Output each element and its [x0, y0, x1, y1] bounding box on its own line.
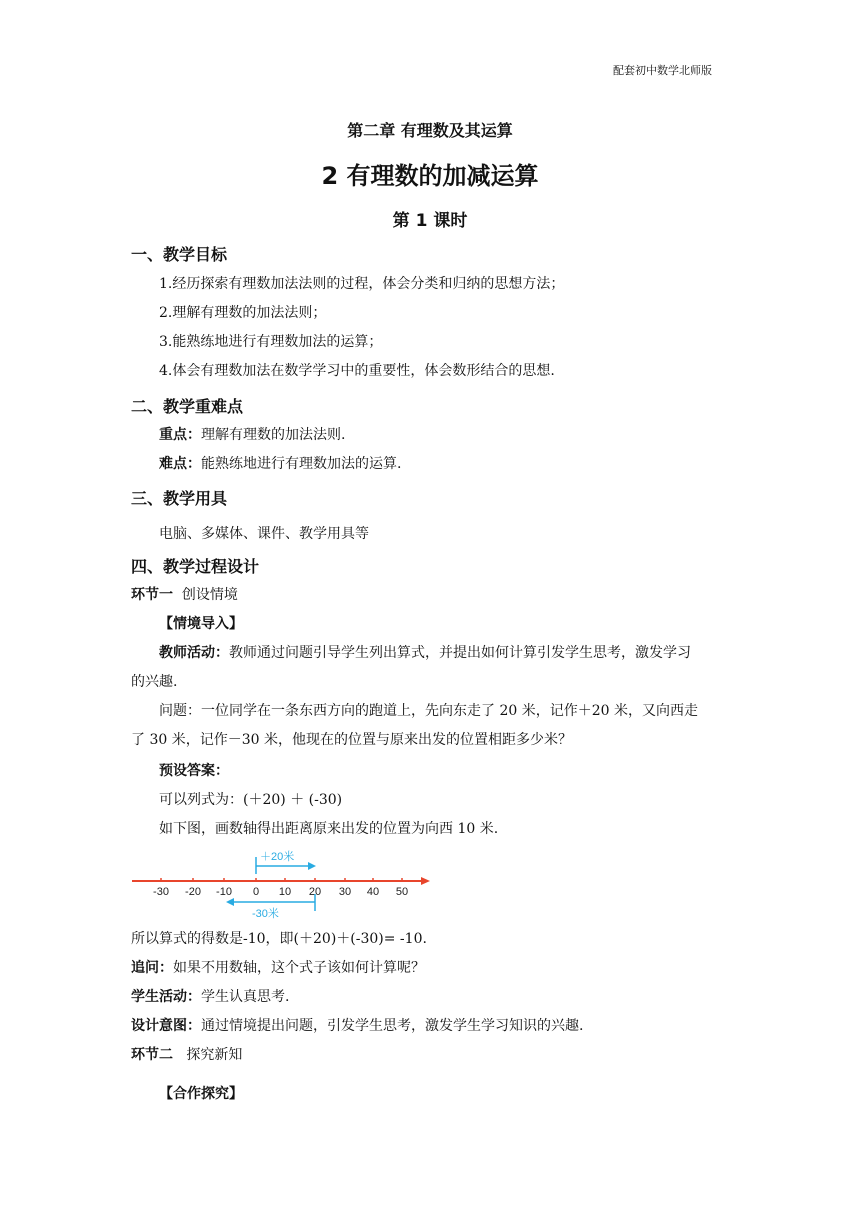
teacher-activity: [159, 643, 691, 663]
axis-tick-label: -30: [153, 886, 169, 898]
axis-tick-label: 30: [338, 886, 352, 898]
key-point: [159, 425, 345, 445]
answer-label: 预设答案：: [159, 763, 229, 779]
link-two-text: 探究新知: [186, 1047, 243, 1063]
axis-arrow-icon: [421, 877, 430, 885]
objective-item: 2.理解有理数的加法法则；: [159, 305, 327, 321]
difficult-point-text: 能熟练地进行有理数加法的运算.: [201, 456, 402, 472]
link-two-label: 环节二: [131, 1047, 173, 1063]
teacher-activity-label: 教师活动：: [159, 645, 229, 661]
student-activity-label: 学生活动：: [131, 989, 201, 1005]
key-point-label: 重点：: [159, 427, 201, 443]
section-objectives-heading: 一、教学目标: [131, 245, 228, 264]
followup-text: 如果不用数轴，这个式子该如何计算呢？: [173, 960, 425, 976]
student-activity: [131, 987, 289, 1007]
bottom-arrow-head: [226, 898, 234, 906]
link-one-text: 创设情境: [181, 587, 238, 603]
top-arrow-label: ＋20米: [260, 851, 295, 863]
top-arrow-head: [308, 862, 316, 870]
design-intent: [131, 1016, 583, 1036]
link-one: [131, 585, 238, 605]
followup-label: 追问：: [131, 960, 173, 976]
problem-line-cont: 了 30 米，记作－30 米，他现在的位置与原来出发的位置相距多少米？: [131, 732, 572, 748]
objective-item: 1.经历探索有理数加法法则的过程，体会分类和归纳的思想方法；: [159, 276, 565, 292]
design-intent-label: 设计意图：: [131, 1018, 201, 1034]
design-intent-text: 通过情境提出问题，引发学生思考，激发学生学习知识的兴趣.: [201, 1018, 584, 1034]
numberline-text: 如下图，画数轴得出距离原来出发的位置为向西 10 米.: [159, 821, 499, 837]
link-two: [131, 1045, 242, 1065]
page-header: 配套初中数学北师版: [613, 64, 712, 77]
teacher-activity-cont: 的兴趣.: [131, 674, 178, 690]
axis-tick-label: 10: [278, 886, 292, 898]
bottom-arrow-label: -30米: [252, 908, 279, 920]
section-process-heading: 四、教学过程设计: [131, 557, 260, 576]
bottom-arrow: [226, 894, 315, 920]
scenario-intro-heading: 【情境导入】: [159, 616, 243, 632]
followup: [131, 958, 425, 978]
axis-tick-label: 40: [366, 886, 380, 898]
lesson-title: 第 1 课时: [392, 211, 468, 231]
top-arrow: [256, 849, 316, 874]
number-line-figure: [128, 844, 438, 924]
tools-text: 电脑、多媒体、课件、教学用具等: [159, 526, 369, 542]
objective-item: 4.体会有理数加法在数学学习中的重要性，体会数形结合的思想.: [159, 363, 555, 379]
section-keypoints-heading: 二、教学重难点: [131, 397, 244, 416]
formula-text: 可以列式为：(＋20) ＋ (-30): [159, 792, 343, 808]
problem-line: 问题：一位同学在一条东西方向的跑道上，先向东走了 20 米，记作＋20 米，又向西走: [159, 703, 698, 719]
section-tools-heading: 三、教学用具: [131, 489, 228, 508]
page-title: 2 有理数的加减运算: [321, 162, 539, 190]
result-text: 所以算式的得数是-10，即(＋20)＋(-30)= -10.: [131, 931, 427, 947]
difficult-point: [159, 454, 401, 474]
axis-tick-label: 50: [395, 886, 409, 898]
cooperative-heading: 【合作探究】: [159, 1086, 243, 1102]
key-point-text: 理解有理数的加法法则.: [201, 427, 346, 443]
axis-tick-label: 20: [308, 886, 322, 898]
chapter-title: 第二章 有理数及其运算: [347, 121, 513, 140]
axis-tick-label: -10: [216, 886, 232, 898]
teacher-activity-text: 教师通过问题引导学生列出算式，并提出如何计算引发学生思考，激发学习: [229, 645, 691, 661]
objective-item: 3.能熟练地进行有理数加法的运算；: [159, 334, 383, 350]
axis-tick-label: 0: [252, 886, 260, 898]
axis-tick-label: -20: [185, 886, 201, 898]
link-one-label: 环节一: [131, 587, 173, 603]
difficult-point-label: 难点：: [159, 456, 201, 472]
student-activity-text: 学生认真思考.: [201, 989, 290, 1005]
